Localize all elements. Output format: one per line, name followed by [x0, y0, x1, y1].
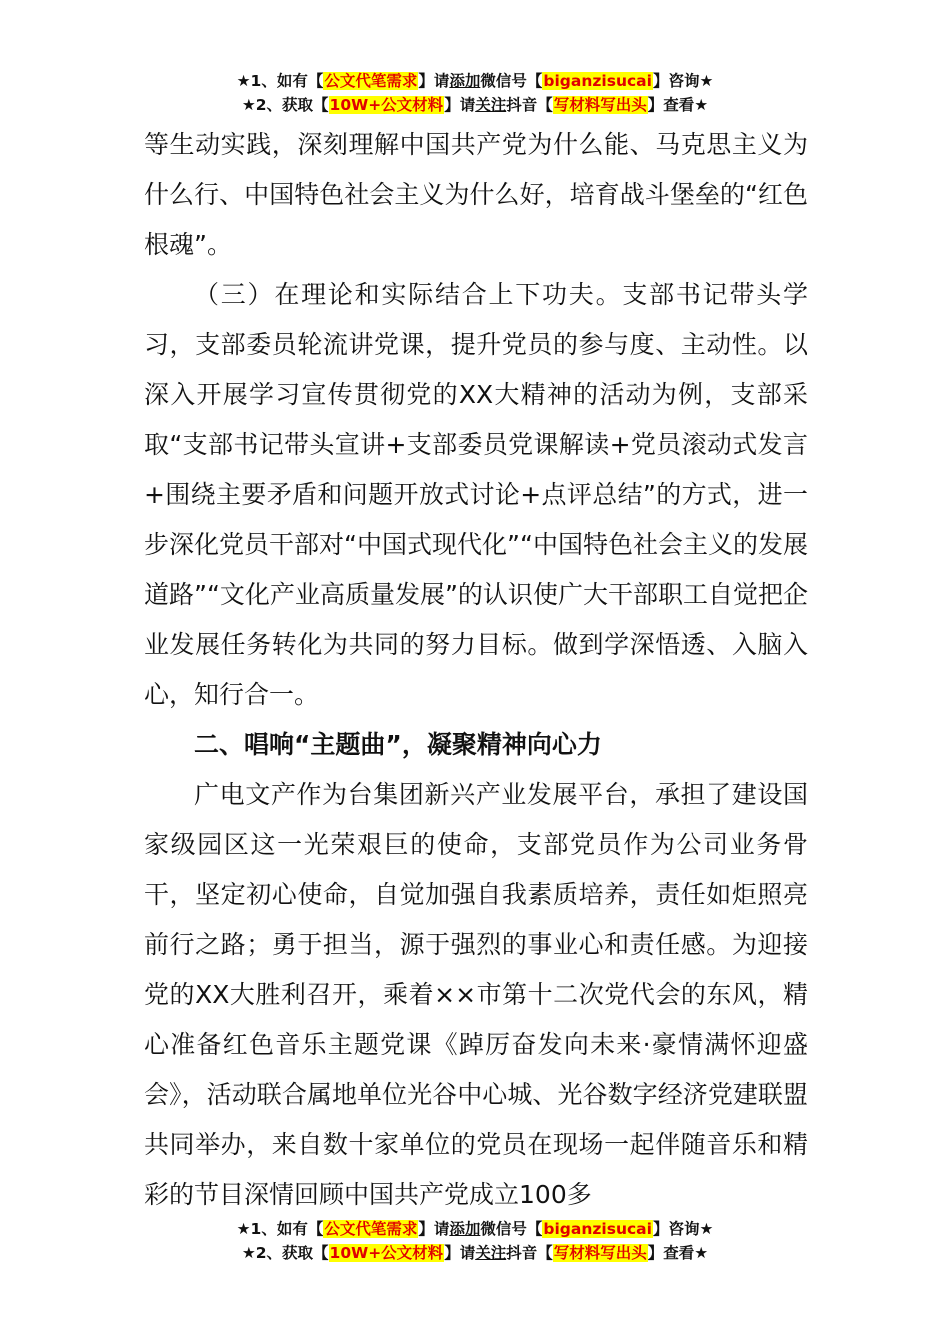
promo-text: 】查看★: [647, 96, 709, 114]
promo-text: 】咨询★: [652, 1220, 714, 1238]
promo-text: 】咨询★: [652, 72, 714, 90]
promo-banner-top: [0, 69, 950, 117]
promo-douyin-account: 写材料写出头: [553, 96, 647, 114]
promo-line-2: [0, 1241, 950, 1265]
promo-text: ★2、获取【: [241, 1244, 329, 1262]
promo-underlined-text: 关注: [475, 96, 507, 114]
promo-highlight: 公文代笔需求: [324, 72, 418, 90]
promo-highlight: 10W+公文材料: [329, 96, 444, 114]
promo-text: ★2、获取【: [241, 96, 329, 114]
section-heading: 二、唱响“主题曲”，凝聚精神向心力: [194, 730, 602, 759]
promo-text: 】请: [444, 1244, 476, 1262]
promo-line-1: [0, 1217, 950, 1241]
paragraph-section-3: （三）在理论和实际结合上下功夫。支部书记带头学习，支部委员轮流讲党课，提升党员的参与度、主动性。以深入开展学习宣传贯彻党的XX大精神的活动为例，支部采取“支部书记带头宣讲+支部委员党课解读+党员滚动式发言+围绕主要矛盾和问题开放式讨论+点评总结”的方式，进一步深化党员干部对“中国式现代化”“中国特色社会主义的发展道路”“文化产业高质量发展”的认识使广大干部职工自觉把企业发展任务转化为共同的努力目标。做到学深悟透、入脑入心，知行合一。: [144, 280, 808, 709]
promo-highlight: 10W+公文材料: [329, 1244, 444, 1262]
promo-text: ★1、如有【: [236, 72, 324, 90]
promo-text: 】请: [418, 1220, 450, 1238]
promo-highlight: 公文代笔需求: [324, 1220, 418, 1238]
promo-underlined-text: 关注: [475, 1244, 507, 1262]
promo-text: 抖音【: [506, 96, 553, 114]
promo-text: 微信号【: [480, 1220, 543, 1238]
document-body: [144, 120, 808, 1220]
promo-line-2: [0, 93, 950, 117]
promo-text: 微信号【: [480, 72, 543, 90]
promo-text: 】请: [418, 72, 450, 90]
promo-text: 】查看★: [647, 1244, 709, 1262]
promo-underlined-text: 添加: [449, 72, 481, 90]
promo-banner-bottom: [0, 1217, 950, 1265]
promo-wechat-id: biganzisucai: [543, 1220, 652, 1238]
promo-line-1: [0, 69, 950, 93]
promo-text: ★1、如有【: [236, 1220, 324, 1238]
promo-text: 抖音【: [506, 1244, 553, 1262]
promo-underlined-text: 添加: [449, 1220, 481, 1238]
promo-text: 】请: [444, 96, 476, 114]
promo-douyin-account: 写材料写出头: [553, 1244, 647, 1262]
paragraph-continuation: 等生动实践，深刻理解中国共产党为什么能、马克思主义为什么行、中国特色社会主义为什么好，培育战斗堡垒的“红色根魂”。: [144, 130, 808, 259]
paragraph-body: 广电文产作为台集团新兴产业发展平台，承担了建设国家级园区这一光荣艰巨的使命，支部党员作为公司业务骨干，坚定初心使命，自觉加强自我素质培养，责任如炬照亮前行之路；勇于担当，源于强烈的事业心和责任感。为迎接党的XX大胜利召开，乘着××市第十二次党代会的东风，精心准备红色音乐主题党课《踔厉奋发向未来·豪情满怀迎盛会》，活动联合属地单位光谷中心城、光谷数字经济党建联盟共同举办，来自数十家单位的党员在现场一起伴随音乐和精彩的节目深情回顾中国共产党成立100多: [144, 780, 808, 1209]
promo-wechat-id: biganzisucai: [543, 72, 652, 90]
